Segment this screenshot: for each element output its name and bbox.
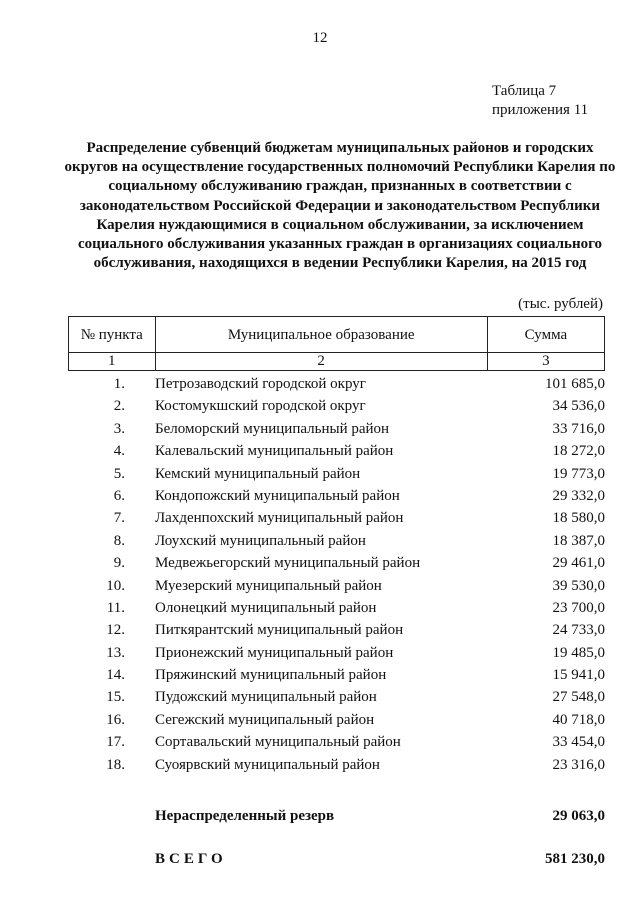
table-ref-line2: приложения 11 [492, 102, 589, 118]
row-sum: 29 332,0 [552, 487, 605, 504]
row-number: 14. [106, 667, 125, 684]
reserve-sum: 29 063,0 [552, 808, 605, 824]
row-municipality: Кондопожский муниципальный район [155, 487, 400, 504]
index-cell-3: 3 [487, 353, 604, 371]
row-sum: 33 454,0 [552, 734, 605, 751]
table-row [68, 463, 605, 485]
total-sum: 581 230,0 [545, 851, 605, 867]
row-sum: 18 387,0 [552, 532, 605, 549]
row-number: 3. [113, 420, 125, 437]
table-row [68, 552, 605, 574]
row-municipality: Муезерский муниципальный район [155, 577, 382, 594]
row-municipality: Кемский муниципальный район [155, 465, 361, 482]
header-num: № пункта [69, 317, 156, 353]
row-number: 17. [106, 734, 125, 751]
row-municipality: Сортавальский муниципальный район [155, 734, 401, 751]
row-number: 4. [113, 443, 125, 460]
table-body [68, 373, 605, 776]
row-sum: 101 685,0 [545, 376, 605, 392]
table-reference [492, 82, 588, 120]
table-row [68, 731, 605, 753]
row-number: 7. [113, 510, 125, 527]
row-sum: 27 548,0 [552, 689, 605, 706]
row-number: 10. [106, 577, 125, 594]
header-name: Муниципальное образование [155, 317, 487, 353]
index-cell-1: 1 [69, 353, 156, 371]
row-number: 2. [113, 398, 125, 415]
row-municipality: Костомукшский городской округ [155, 398, 366, 415]
row-number: 6. [113, 487, 125, 504]
table-row [68, 597, 605, 619]
row-municipality: Суоярвский муниципальный район [155, 756, 380, 773]
row-number: 1. [113, 376, 125, 392]
header-row [69, 317, 605, 353]
row-number: 18. [106, 756, 125, 773]
table-row [68, 373, 605, 395]
table-row [68, 418, 605, 440]
row-number: 13. [106, 644, 125, 661]
row-sum: 29 461,0 [552, 555, 605, 572]
row-number: 9. [113, 555, 125, 572]
row-number: 15. [106, 689, 125, 706]
row-municipality: Калевальский муниципальный район [155, 443, 394, 460]
row-number: 11. [106, 599, 125, 616]
table-row [68, 709, 605, 731]
row-number: 8. [113, 532, 125, 549]
table-row [68, 507, 605, 529]
row-municipality: Лахденпохский муниципальный район [155, 510, 404, 527]
table-row [68, 440, 605, 462]
table-row [68, 485, 605, 507]
row-sum: 33 716,0 [552, 420, 605, 437]
table-row [68, 395, 605, 417]
table-ref-line1: Таблица 7 [492, 83, 557, 99]
header-sum: Сумма [487, 317, 604, 353]
total-label: ВСЕГО [155, 851, 227, 867]
row-municipality: Петрозаводский городской округ [155, 376, 366, 392]
row-municipality: Беломорский муниципальный район [155, 420, 390, 437]
row-municipality: Прионежский муниципальный район [155, 644, 394, 661]
row-municipality: Сегежский муниципальный район [155, 711, 375, 728]
row-number: 5. [113, 465, 125, 482]
table-row [68, 642, 605, 664]
document-title: Распределение субвенций бюджетам муниципальных районов и городских округов на осуществление государственных полномочий Республики Карелия по социальному обслуживанию граждан, признанных в соответствии с законодательством Российской Федерации и законодательством Республики Карелия нуждающимися в социальном обслуживании, за исключением социального обслуживания указанных граждан в организациях социального обслуживания, находящихся в ведении Республики Карелия, на 2015 год [64, 140, 616, 272]
row-sum: 34 536,0 [552, 398, 605, 415]
row-sum: 15 941,0 [552, 667, 605, 684]
row-municipality: Медвежьегорский муниципальный район [155, 555, 421, 572]
index-row [69, 353, 605, 371]
row-municipality: Питкярантский муниципальный район [155, 622, 404, 639]
row-sum: 40 718,0 [552, 711, 605, 728]
unit-label: (тыс. рублей) [518, 296, 603, 312]
row-municipality: Пудожский муниципальный район [155, 689, 377, 706]
row-municipality: Лоухский муниципальный район [155, 532, 366, 549]
row-sum: 23 316,0 [552, 756, 605, 773]
reserve-label: Нераспределенный резерв [155, 808, 335, 824]
table-row [68, 664, 605, 686]
row-sum: 19 773,0 [552, 465, 605, 482]
table-row [68, 619, 605, 641]
table-row [68, 754, 605, 776]
table-row [68, 575, 605, 597]
row-number: 12. [106, 622, 125, 639]
table-row [68, 530, 605, 552]
row-municipality: Пряжинский муниципальный район [155, 667, 387, 684]
index-cell-2: 2 [155, 353, 487, 371]
row-sum: 39 530,0 [552, 577, 605, 594]
row-municipality: Олонецкий муниципальный район [155, 599, 377, 616]
row-sum: 23 700,0 [552, 599, 605, 616]
row-number: 16. [106, 711, 125, 728]
row-sum: 18 580,0 [552, 510, 605, 527]
table-row [68, 686, 605, 708]
row-sum: 19 485,0 [552, 644, 605, 661]
page-number: 12 [312, 30, 328, 46]
row-sum: 24 733,0 [552, 622, 605, 639]
row-sum: 18 272,0 [552, 443, 605, 460]
allocation-table-header [68, 316, 605, 371]
